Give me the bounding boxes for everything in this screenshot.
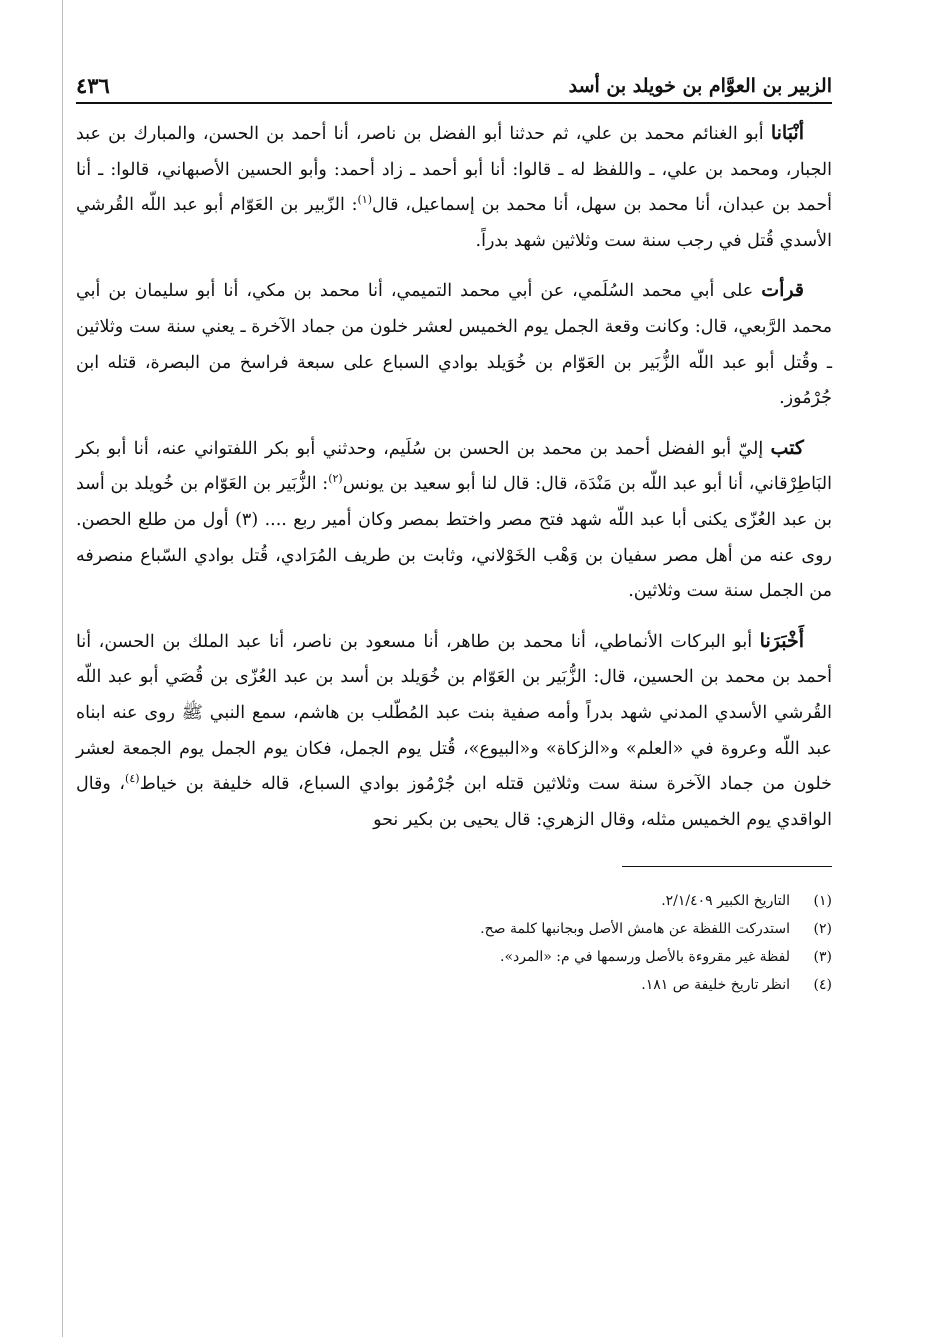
running-title: الزبير بن العوَّام بن خويلد بن أسد	[568, 75, 832, 97]
footnote-item	[76, 887, 832, 915]
page-number: ٤٣٦	[76, 73, 110, 98]
footnote-rule	[622, 866, 832, 867]
footnote-ref: (٤)	[125, 772, 140, 786]
footnote-item	[76, 971, 832, 999]
paragraph-1	[76, 116, 832, 259]
footnote-number: (٤)	[813, 977, 832, 994]
footnote-text: انظر تاريخ خليفة ص ١٨١.	[641, 977, 790, 994]
footnotes-list	[76, 887, 832, 999]
paragraph-text-after: ، وقال الواقدي يوم الخميس مثله، وقال الزهري: قال يحيى بن بكير نحو	[76, 774, 832, 830]
footnote-number: (١)	[813, 893, 832, 910]
paragraph-lead: كتب	[770, 436, 804, 459]
footnote-text: لفظة غير مقروءة بالأصل ورسمها في م: «المرد».	[500, 949, 790, 966]
paragraph-text: أبو الغنائم محمد بن علي، ثم حدثنا أبو الفضل بن ناصر، أنا أحمد بن الحسن، والمبارك بن عبد الجبار، ومحمد بن علي، ـ واللفظ له ـ قالوا: أنا أبو أحمد ـ زاد أحمد: وأبو الحسين الأصبهاني، قالوا: ـ أنا أحمد بن عبدان، أنا محمد بن سهل، أنا محمد بن إسماعيل، قال	[76, 124, 832, 216]
paragraph-2	[76, 273, 832, 416]
footnote-number: (٢)	[813, 921, 832, 938]
paragraph-text: على أبي محمد السُلَمي، عن أبي محمد التميمي، أنا محمد بن مكي، أنا أبو سليمان بن أبي محمد الرَّبعي، قال: وكانت وقعة الجمل يوم الخميس لعشر خلون من جماد الآخرة ـ يعني سنة ست وثلاثين ـ وقُتل أبو عبد اللّه الزُّبَير بن العَوّام بن خُوَيلد بوادي السباع على سبعة فراسخ من البصرة، قتله ابن جُرْمُوز.	[76, 281, 832, 409]
paragraph-text-after: : الزُّبَير بن العَوّام بن خُويلد بن أسد بن عبد العُزّى يكنى أبا عبد اللّه شهد فتح مصر واختط بمصر وكان أمير ربع .... (٣) أول من طلع الحصن. روى عنه من أهل مصر سفيان بن وَهْب الخَوْلاني، وثابت بن طريف المُرَادي، قُتل بوادي السّباع منصرفه من الجمل سنة ست وثلاثين.	[76, 474, 832, 602]
paragraph-text: إليّ أبو الفضل أحمد بن محمد بن الحسن بن سُلَيم، وحدثني أبو بكر اللفتواني عنه، أنا أبو بكر البَاطِرْقاني، أنا أبو عبد اللّه بن مَنْدَة، قال: قال لنا أبو سعيد بن يونس	[76, 438, 832, 495]
footnote-number: (٣)	[813, 949, 832, 966]
paragraph-4	[76, 624, 832, 839]
paragraph-lead: أَخْبَرَنا	[759, 629, 804, 652]
book-page	[76, 52, 832, 1302]
footnote-ref: (١)	[357, 193, 373, 207]
footnote-item	[76, 915, 832, 943]
page-header	[76, 52, 832, 100]
paragraph-lead: أنْبَانا	[770, 122, 804, 144]
header-rule	[76, 102, 832, 104]
footnote-ref: (٢)	[328, 472, 343, 486]
paragraph-text: أبو البركات الأنماطي، أنا محمد بن طاهر، أنا مسعود بن ناصر، أنا عبد الملك بن الحسن، أنا أحمد بن محمد بن الحسين، قال: الزُّبَير بن العَوّام بن خُوَيلد بن أسد بن عبد العُزّى بن قُصَي أبو عبد اللّه القُرشي الأسدي المدني شهد بدراً وأمه صفية بنت عبد المُطّلب بن هاشم، سمع النبي ﷺ روى عنه ابناه عبد اللّه وعروة في «العلم» و«الزكاة» و«البيوع»، قُتل يوم الجمل، فكان يوم الجمل يوم الجمعة لعشر خلون من جماد الآخرة سنة ست وثلاثين قتله ابن جُرْمُوز بوادي السباع، قاله خليفة بن خياط	[76, 631, 832, 795]
footnote-text: التاريخ الكبير ٢/١/٤٠٩.	[661, 893, 790, 910]
footnote-text: استدركت اللفظة عن هامش الأصل وبجانبها كلمة صح.	[480, 921, 790, 938]
paragraph-text-after: : الزّبير بن العَوّام أبو عبد اللّه القُرشي الأسدي قُتل في رجب سنة ست وثلاثين شهد بدراً.	[76, 195, 832, 251]
footnote-item	[76, 943, 832, 971]
paragraph-3	[76, 431, 832, 610]
main-text	[76, 116, 832, 838]
paragraph-lead: قرأت	[761, 279, 804, 302]
scan-edge-line	[62, 0, 63, 1337]
